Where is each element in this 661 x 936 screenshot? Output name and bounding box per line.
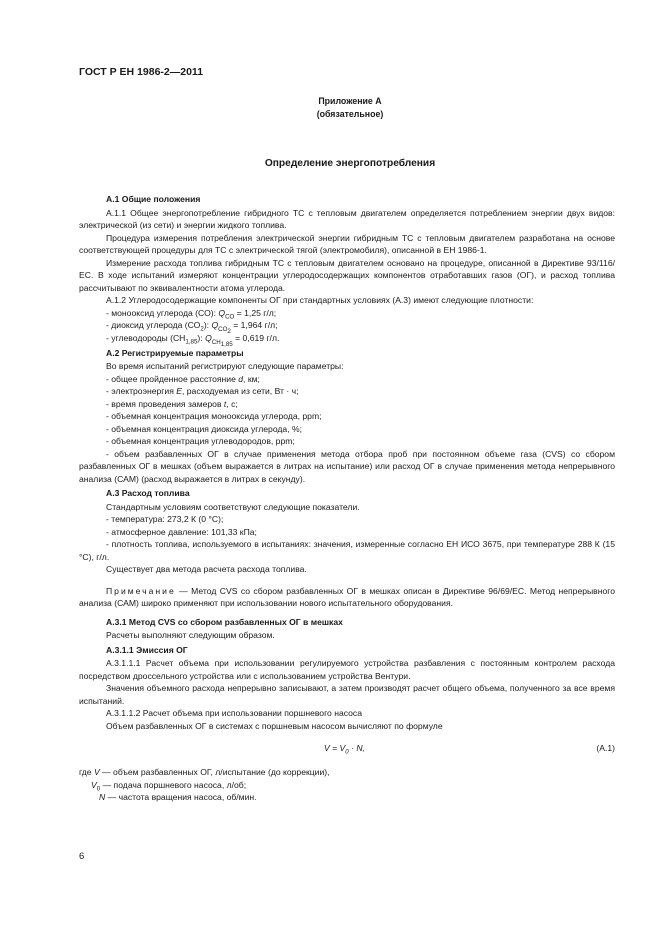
document-body [79, 191, 615, 804]
paragraph-a3112b: Объем разбавленных ОГ в системах с поршневым насосом вычисляют по формуле [106, 720, 443, 731]
paragraph-a3111b: Значения объемного расхода непрерывно записывают, а затем производят расчет общего объема, полученного за все время испытаний. [79, 683, 615, 706]
formula-expression: $V = V_0 \cdot N$, [324, 743, 365, 757]
paragraph-a11c: Измерение расхода топлива гибридным ТС с тепловым двигателем основано на процедуре, описанной в Директиве 93/116/ЕС. В ходе испытаний измеряют концентрации углеродосодержащих компонентов отработавших газов (ОГ), и расход топлива рассчитывают по эквивалентности атома углерода. [79, 257, 615, 293]
param-co2: - объемная концентрация диоксида углерода, %; [106, 423, 303, 434]
heading-a3: А.3 Расход топлива [106, 488, 190, 499]
heading-a31: А.3.1 Метод CVS со сбором разбавленных ОГ в мешках [106, 616, 343, 627]
param-volume: - объем разбавленных ОГ в случае применения метода отбора проб при постоянном объеме газа (CVS) со сбором разбавленных ОГ в мешках (объем выражается в литрах на испытание) или расход ОГ в случае применения метода непрерывного анализа (САМ) (расход выражается в литрах в секунду). [79, 448, 615, 484]
paragraph-a3: Стандартным условиям соответствуют следующие показатели. [106, 501, 360, 512]
formula-number: (А.1) [596, 743, 615, 754]
paragraph-a2: Во время испытаний регистрируют следующие параметры: [106, 361, 344, 372]
heading-a1: А.1 Общие положения [106, 194, 201, 204]
param-co: - объемная концентрация монооксида углерода, ppm; [106, 411, 322, 422]
legend-n: N — частота вращения насоса, об/мин. [99, 792, 257, 803]
document-header: ГОСТ Р ЕН 1986-2—2011 [79, 66, 204, 78]
density-ch: - углеводороды $(СН_{1,85})$: $Q_{CH_{1,85}} = 0,619$ г/л. [106, 332, 280, 348]
paragraph-a31: Расчеты выполняют следующим образом. [106, 630, 275, 641]
legend-v: где V — объем разбавленных ОГ, л/испытание (до коррекции), [79, 767, 330, 778]
note-text: — Метод CVS со сбором разбавленных ОГ в мешках описан в Директиве 96/69/ЕС. Метод непрерывного анализа (САМ) широко применяют при использовании нового испытательного оборудования. [79, 585, 615, 609]
note-label: Примечание [106, 585, 176, 596]
formula-a1 [79, 732, 615, 766]
annex-title: Приложение А [318, 96, 382, 106]
param-energy: - электроэнергия Е, расходуемая из сети, Вт · ч; [106, 386, 299, 397]
param-distance: - общее пройденное расстояние d, км; [106, 373, 260, 384]
paragraph-a12: А.1.2 Углеродосодержащие компоненты ОГ при стандартных условиях (А.3) имеют следующие плотности: [106, 295, 534, 305]
heading-a2: А.2 Регистрируемые параметры [106, 347, 244, 358]
paragraph-a3112: А.3.1.1.2 Расчет объема при использовании поршневого насоса [106, 708, 362, 719]
paragraph-a3111: А.3.1.1.1 Расчет объема при использовании регулируемого устройства разбавления с постоянным контролем расхода посредством дроссельного устройства или с использованием устройства Вентури. [79, 658, 615, 681]
page-number: 6 [79, 851, 85, 862]
legend-v0: $V_0$ — подача поршневого насоса, л/об; [91, 779, 247, 793]
note [79, 585, 615, 610]
param-hc: - объемная концентрация углеводородов, ppm; [106, 436, 295, 447]
heading-a311: А.3.1.1 Эмиссия ОГ [106, 644, 188, 655]
paragraph-a11b: Процедура измерения потребления электрической энергии гибридным ТС с тепловым двигателем разработана на основе соответствующей процедуры для ТС с электрической тягой (электромобиля), описанной в ЕН 1986-1. [79, 232, 615, 255]
cond-temperature: - температура: 273,2 К (0 °С); [106, 514, 224, 525]
formula-legend [79, 766, 615, 804]
cond-density: - плотность топлива, используемого в испытаниях: значения, измеренные согласно ЕН ИСО 3675, при температуре 288 К (15 °С), г/л. [79, 539, 615, 562]
cond-pressure: - атмосферное давление: 101,33 кПа; [106, 526, 257, 537]
annex-kind: (обязательное) [316, 109, 384, 119]
paragraph-methods: Существует два метода расчета расхода топлива. [106, 564, 307, 575]
density-co: - монооксид углерода (СО): $Q_{CO} = 1,25$ г/л; [106, 307, 277, 321]
param-time: - время проведения замеров t, с; [106, 398, 238, 409]
section-title: Определение энергопотребления [264, 158, 436, 169]
paragraph-a11: А.1.1 Общее энергопотребление гибридного ТС с тепловым двигателем определяется потреблением энергии двух видов: электрической (из сети) и энергии жидкого топлива. [79, 207, 615, 230]
density-co2: - диоксид углерода $(СО_2)$: $Q_{CO_2} = 1,964$ г/л; [106, 320, 278, 335]
